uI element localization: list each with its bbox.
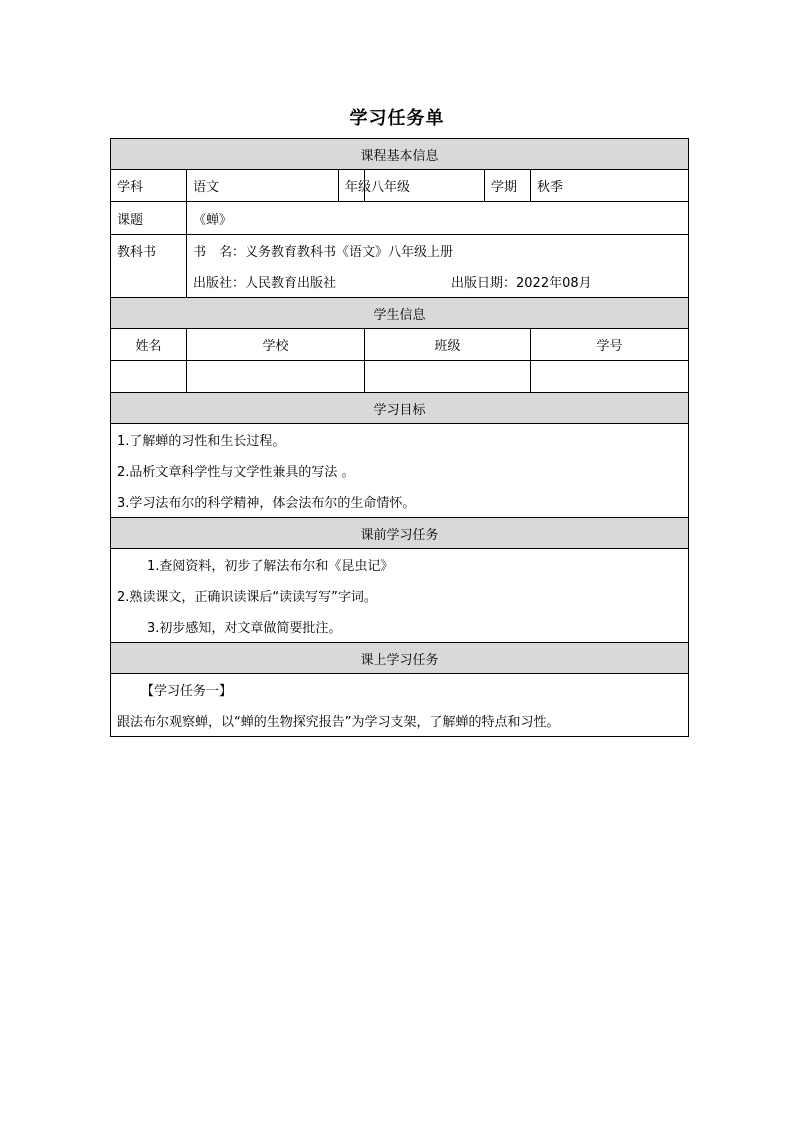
- subject-label: 学科: [111, 170, 187, 202]
- term-value: 秋季: [531, 170, 689, 202]
- class-tasks-header-row: [111, 643, 689, 674]
- pre-tasks-row: [111, 549, 689, 643]
- pre-task-item: 3.初步感知，对文章做简要批注。: [147, 621, 342, 636]
- col-header-student-id: 学号: [531, 329, 689, 361]
- course-info-header-row: [111, 139, 689, 170]
- section-header-student-info: 学生信息: [111, 298, 689, 329]
- section-header-course-info: 课程基本信息: [111, 139, 689, 170]
- book-name-line: [193, 235, 682, 266]
- student-class-field[interactable]: [365, 361, 531, 393]
- pre-task-item: 1.查阅资料，初步了解法布尔和《昆虫记》: [147, 559, 394, 574]
- pubdate-value: 2022年08月: [516, 276, 592, 291]
- student-school-field[interactable]: [187, 361, 365, 393]
- task1-description: 跟法布尔观察蝉，以“蝉的生物探究报告”为学习支架，了解蝉的特点和习性。: [117, 715, 560, 730]
- subject-value: 语文: [187, 170, 339, 202]
- col-header-school: 学校: [187, 329, 365, 361]
- objectives-row: [111, 424, 689, 518]
- student-name-field[interactable]: [111, 361, 187, 393]
- objectives-cell: [111, 424, 689, 518]
- pre-task-item: 2.熟读课文，正确识读课后“读读写写”字词。: [117, 590, 377, 605]
- grade-label: 年级: [339, 170, 365, 202]
- book-name-value: 义务教育教科书《语文》八年级上册: [245, 245, 454, 260]
- publisher-value: 人民教育出版社: [245, 276, 337, 291]
- student-values-row: [111, 361, 689, 393]
- objective-item: 1.了解蝉的习性和生长过程。: [117, 434, 286, 449]
- section-header-objectives: 学习目标: [111, 393, 689, 424]
- textbook-label: 教科书: [117, 245, 157, 260]
- section-header-class-tasks: 课上学习任务: [111, 643, 689, 674]
- objective-item: 2.品析文章科学性与文学性兼具的写法 。: [117, 465, 355, 480]
- task1-title: 【学习任务一】: [141, 684, 233, 699]
- col-header-class: 班级: [365, 329, 531, 361]
- publisher-line: [193, 266, 682, 297]
- pre-tasks-header-row: [111, 518, 689, 549]
- publisher-label: 出版社：: [193, 276, 246, 291]
- lesson-label: 课题: [111, 202, 187, 235]
- pre-tasks-cell: [111, 549, 689, 643]
- pubdate-label: 出版日期：: [451, 276, 517, 291]
- col-header-name: 姓名: [111, 329, 187, 361]
- task-sheet-table: [110, 138, 689, 737]
- objective-item: 3.学习法布尔的科学精神，体会法布尔的生命情怀。: [117, 496, 416, 511]
- class-tasks-row: [111, 674, 689, 737]
- objectives-header-row: [111, 393, 689, 424]
- textbook-row: [111, 235, 689, 298]
- page-title: 学习任务单: [349, 108, 445, 129]
- lesson-row: [111, 202, 689, 235]
- student-id-field[interactable]: [531, 361, 689, 393]
- grade-value: 八年级: [365, 170, 485, 202]
- term-label: 学期: [485, 170, 531, 202]
- section-header-pre-tasks: 课前学习任务: [111, 518, 689, 549]
- class-tasks-cell: [111, 674, 689, 737]
- book-name-label: 书 名：: [193, 245, 246, 260]
- textbook-label-cell: [111, 235, 187, 298]
- lesson-value: 《蝉》: [187, 202, 689, 235]
- textbook-detail-cell: [187, 235, 689, 298]
- student-info-header-row: [111, 298, 689, 329]
- course-basic-row: [111, 170, 689, 202]
- student-columns-row: [111, 329, 689, 361]
